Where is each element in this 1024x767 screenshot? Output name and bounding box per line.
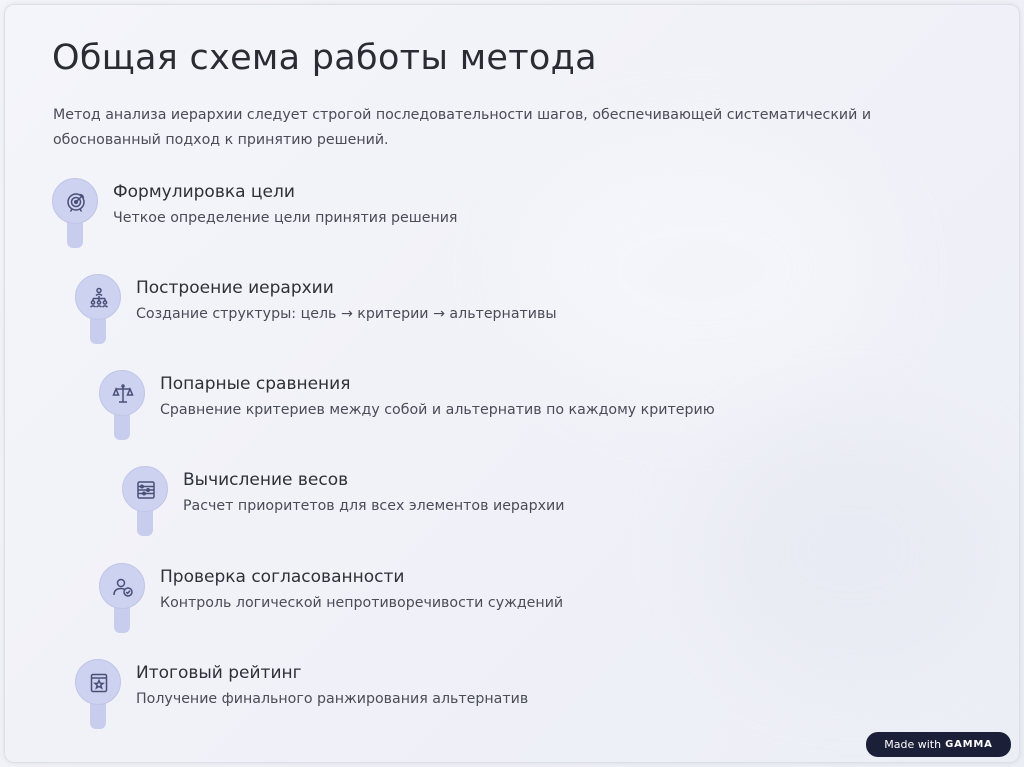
scales-icon (111, 382, 135, 406)
step-item (99, 563, 899, 639)
step-description: Получение финального ранжирования альтернатив (136, 691, 529, 707)
hierarchy-icon (87, 286, 111, 310)
step-title: Итоговый рейтинг (136, 663, 302, 683)
step-pin (99, 370, 145, 442)
step-description: Расчет приоритетов для всех элементов иерархии (183, 498, 565, 514)
step-title: Формулировка цели (113, 182, 295, 202)
step-pin (122, 466, 168, 538)
step-pin (52, 178, 98, 250)
abacus-icon (134, 478, 158, 502)
step-title: Проверка согласованности (160, 567, 405, 587)
star-badge-icon (87, 671, 111, 695)
step-item (75, 659, 875, 735)
step-description: Четкое определение цели принятия решения (113, 210, 458, 226)
step-description: Контроль логической непротиворечивости суждений (160, 595, 564, 611)
gamma-logo: GAMMA (945, 739, 993, 750)
badge-prefix: Made with (884, 738, 942, 751)
user-check-icon (111, 575, 135, 599)
step-title: Попарные сравнения (160, 374, 351, 394)
step-item (52, 178, 852, 254)
step-item (122, 466, 922, 542)
page-title: Общая схема работы метода (52, 38, 597, 78)
step-title: Построение иерархии (136, 278, 334, 298)
intro-text: Метод анализа иерархии следует строгой последовательности шагов, обеспечивающей систематический и обоснованный подход к принятию решений. (53, 107, 872, 148)
step-description: Сравнение критериев между собой и альтернатив по каждому критерию (160, 402, 715, 418)
step-pin (99, 563, 145, 635)
made-with-gamma-badge[interactable] (866, 732, 1011, 757)
target-icon (64, 190, 88, 214)
step-pin (75, 274, 121, 346)
step-pin (75, 659, 121, 731)
step-item (75, 274, 875, 350)
step-title: Вычисление весов (183, 470, 349, 490)
background-glow (700, 420, 1000, 680)
step-description: Создание структуры: цель → критерии → альтернативы (136, 306, 557, 322)
step-item (99, 370, 899, 446)
